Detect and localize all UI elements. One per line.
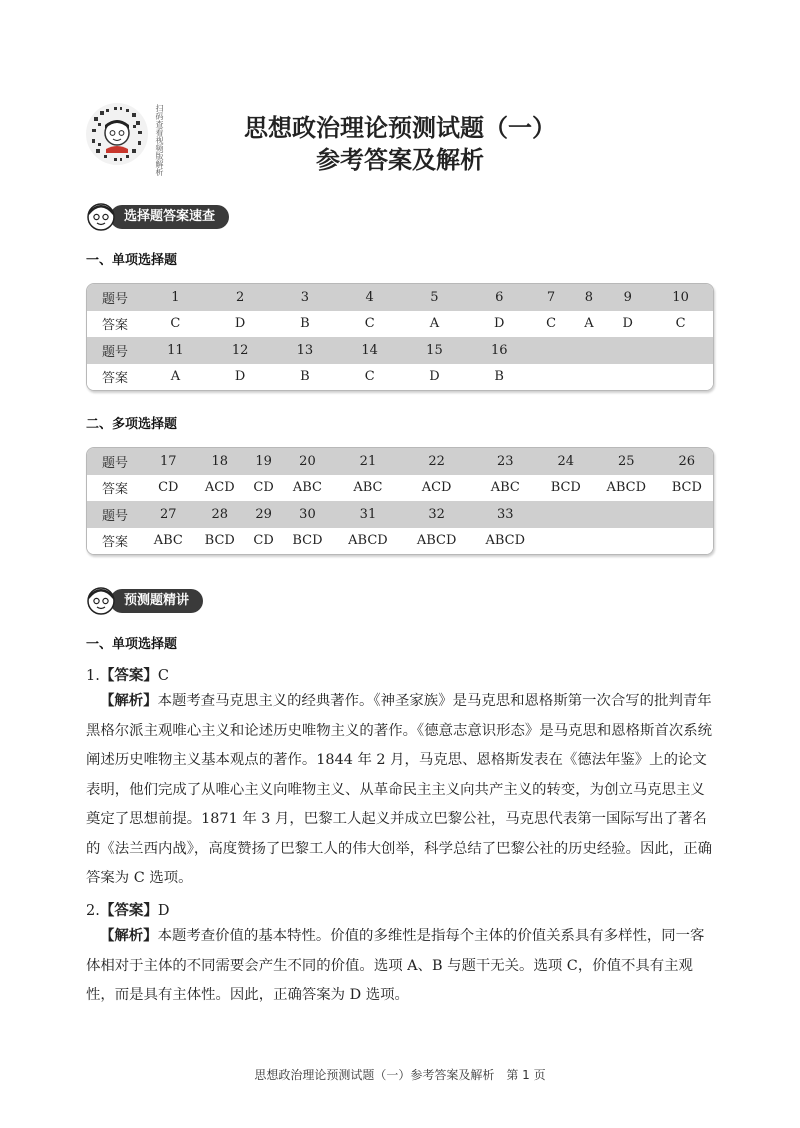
answer-cell	[648, 364, 713, 391]
answer-row	[87, 528, 713, 555]
row-label: 答案	[87, 528, 143, 555]
row-label: 答案	[87, 475, 143, 502]
question-number-cell: 3	[273, 284, 338, 311]
section-explanations	[86, 588, 203, 614]
question-number-cell: 20	[281, 448, 333, 475]
section-label: 预测题精讲	[110, 589, 203, 613]
section-label: 选择题答案速查	[110, 205, 229, 229]
question-number-cell: 18	[194, 448, 246, 475]
question-number-cell: 22	[402, 448, 471, 475]
answer-cell: BCD	[540, 475, 592, 502]
question-number-cell: 19	[246, 448, 281, 475]
question-number-row	[87, 337, 713, 364]
answer-cell	[571, 364, 608, 391]
single-choice-answer-table	[86, 283, 714, 391]
page-subtitle: 参考答案及解析	[316, 145, 484, 174]
answer-cell: CD	[246, 475, 281, 502]
multi-choice-answer-table	[86, 447, 714, 555]
question-number-cell: 13	[273, 337, 338, 364]
question-number-cell: 10	[648, 284, 713, 311]
q2-analysis-tag: 【解析】	[100, 927, 158, 944]
answer-cell: C	[143, 311, 208, 338]
answer-cell: A	[143, 364, 208, 391]
question-number-cell	[648, 337, 713, 364]
section-quick-answers	[86, 204, 229, 230]
qr-note: 扫码查看视频版解析	[155, 104, 164, 176]
question-number-cell: 4	[337, 284, 402, 311]
q2-analysis-text: 本题考查价值的基本特性。价值的多维性是指每个主体的价值关系具有多样性，同一客体相对于主体的不同需要会产生不同的价值。选项 A、B 与题干无关。选项 C，价值不具有主观性，而是具有主体性。因此，正确答案为 D 选项。	[86, 928, 705, 1003]
q1-analysis	[86, 686, 714, 894]
answer-cell: ACD	[194, 475, 246, 502]
q1-analysis-tag: 【解析】	[100, 692, 158, 709]
answer-cell	[532, 364, 571, 391]
answer-cell: ACD	[402, 475, 471, 502]
answer-cell: ABCD	[402, 528, 471, 555]
row-label: 题号	[87, 337, 143, 364]
question-number-cell: 1	[143, 284, 208, 311]
answer-cell: C	[337, 364, 402, 391]
answer-cell: A	[571, 311, 608, 338]
question-number-cell: 26	[661, 448, 713, 475]
single-choice-heading: 一、单项选择题	[86, 253, 178, 268]
answer-cell: ABC	[143, 528, 194, 555]
answer-cell: D	[402, 364, 467, 391]
question-number-cell	[540, 501, 592, 528]
question-number-cell	[592, 501, 661, 528]
question-number-cell: 33	[471, 501, 540, 528]
question-number-row	[87, 448, 713, 475]
q2-answer-line	[86, 899, 169, 920]
answer-cell: D	[467, 311, 532, 338]
answer-cell: ABCD	[334, 528, 403, 555]
question-number-cell	[661, 501, 713, 528]
question-number-cell: 28	[194, 501, 246, 528]
q2-answer-tag: 【答案】	[99, 902, 158, 919]
answer-cell: B	[273, 311, 338, 338]
answer-cell: ABCD	[471, 528, 540, 555]
question-number-cell: 11	[143, 337, 208, 364]
question-number-cell: 16	[467, 337, 532, 364]
question-number-cell	[532, 337, 571, 364]
answer-cell	[607, 364, 648, 391]
question-number-cell: 29	[246, 501, 281, 528]
question-number-cell: 32	[402, 501, 471, 528]
question-number-cell: 12	[208, 337, 273, 364]
answer-cell: BCD	[661, 475, 713, 502]
q1-analysis-text: 本题考查马克思主义的经典著作。《神圣家族》是马克思和恩格斯第一次合写的批判青年黑格尔派主观唯心主义和论述历史唯物主义的著作。《德意志意识形态》是马克思和恩格斯首次系统阐述历史唯物主义基本观点的著作。1844 年 2 月，马克思、恩格斯发表在《德法年鉴》上的论文表明，他们完成了从唯心主义向唯物主义、从革命民主主义向共产主义的转变，为创立马克思主义奠定了思想前提。1871 年 3 月，巴黎工人起义并成立巴黎公社，马克思代表第一国际写出了著名的《法兰西内战》，高度赞扬了巴黎工人的伟大创举，科学总结了巴黎公社的历史经验。因此，正确答案为 C 选项。	[86, 693, 712, 886]
answer-cell: D	[208, 311, 273, 338]
answer-cell: ABC	[281, 475, 333, 502]
answer-row	[87, 364, 713, 391]
question-number-cell: 17	[143, 448, 194, 475]
row-label: 答案	[87, 311, 143, 338]
q1-answer-line	[86, 664, 169, 685]
question-number-row	[87, 501, 713, 528]
page-footer: 思想政治理论预测试题（一）参考答案及解析 第 1 页	[254, 1068, 546, 1082]
question-number-cell: 31	[334, 501, 403, 528]
answer-cell: D	[208, 364, 273, 391]
answer-row	[87, 311, 713, 338]
answer-cell: C	[337, 311, 402, 338]
explain-single-heading: 一、单项选择题	[86, 637, 178, 652]
question-number-cell: 27	[143, 501, 194, 528]
row-label: 答案	[87, 364, 143, 391]
cartoon-face-icon	[86, 202, 116, 232]
question-number-cell: 23	[471, 448, 540, 475]
question-number-cell: 30	[281, 501, 333, 528]
answer-cell	[540, 528, 592, 555]
answer-cell: CD	[246, 528, 281, 555]
question-number-cell: 24	[540, 448, 592, 475]
answer-cell: ABCD	[592, 475, 661, 502]
cartoon-face-icon	[86, 586, 116, 616]
q1-answer: C	[157, 668, 169, 684]
question-number-cell: 8	[571, 284, 608, 311]
answer-cell: ABC	[471, 475, 540, 502]
q1-number: 1.	[86, 668, 100, 684]
page-title: 思想政治理论预测试题（一）	[244, 113, 556, 142]
q2-analysis	[86, 921, 714, 1011]
answer-cell	[661, 528, 713, 555]
answer-cell: C	[648, 311, 713, 338]
question-number-cell: 15	[402, 337, 467, 364]
question-number-cell	[571, 337, 608, 364]
q2-number: 2.	[86, 903, 100, 919]
answer-cell: A	[402, 311, 467, 338]
answer-cell: BCD	[281, 528, 333, 555]
question-number-cell: 2	[208, 284, 273, 311]
question-number-row	[87, 284, 713, 311]
q2-answer: D	[157, 903, 170, 919]
answer-cell: B	[273, 364, 338, 391]
question-number-cell: 21	[334, 448, 403, 475]
row-label: 题号	[87, 448, 143, 475]
answer-cell: CD	[143, 475, 194, 502]
question-number-cell: 9	[607, 284, 648, 311]
answer-cell: BCD	[194, 528, 246, 555]
question-number-cell: 5	[402, 284, 467, 311]
question-number-cell: 14	[337, 337, 402, 364]
answer-cell: B	[467, 364, 532, 391]
question-number-cell: 7	[532, 284, 571, 311]
row-label: 题号	[87, 284, 143, 311]
answer-cell	[592, 528, 661, 555]
question-number-cell: 25	[592, 448, 661, 475]
multi-choice-heading: 二、多项选择题	[86, 417, 178, 432]
answer-cell: C	[532, 311, 571, 338]
answer-cell: ABC	[334, 475, 403, 502]
question-number-cell	[607, 337, 648, 364]
row-label: 题号	[87, 501, 143, 528]
answer-row	[87, 475, 713, 502]
answer-cell: D	[607, 311, 648, 338]
q1-answer-tag: 【答案】	[99, 667, 158, 684]
question-number-cell: 6	[467, 284, 532, 311]
